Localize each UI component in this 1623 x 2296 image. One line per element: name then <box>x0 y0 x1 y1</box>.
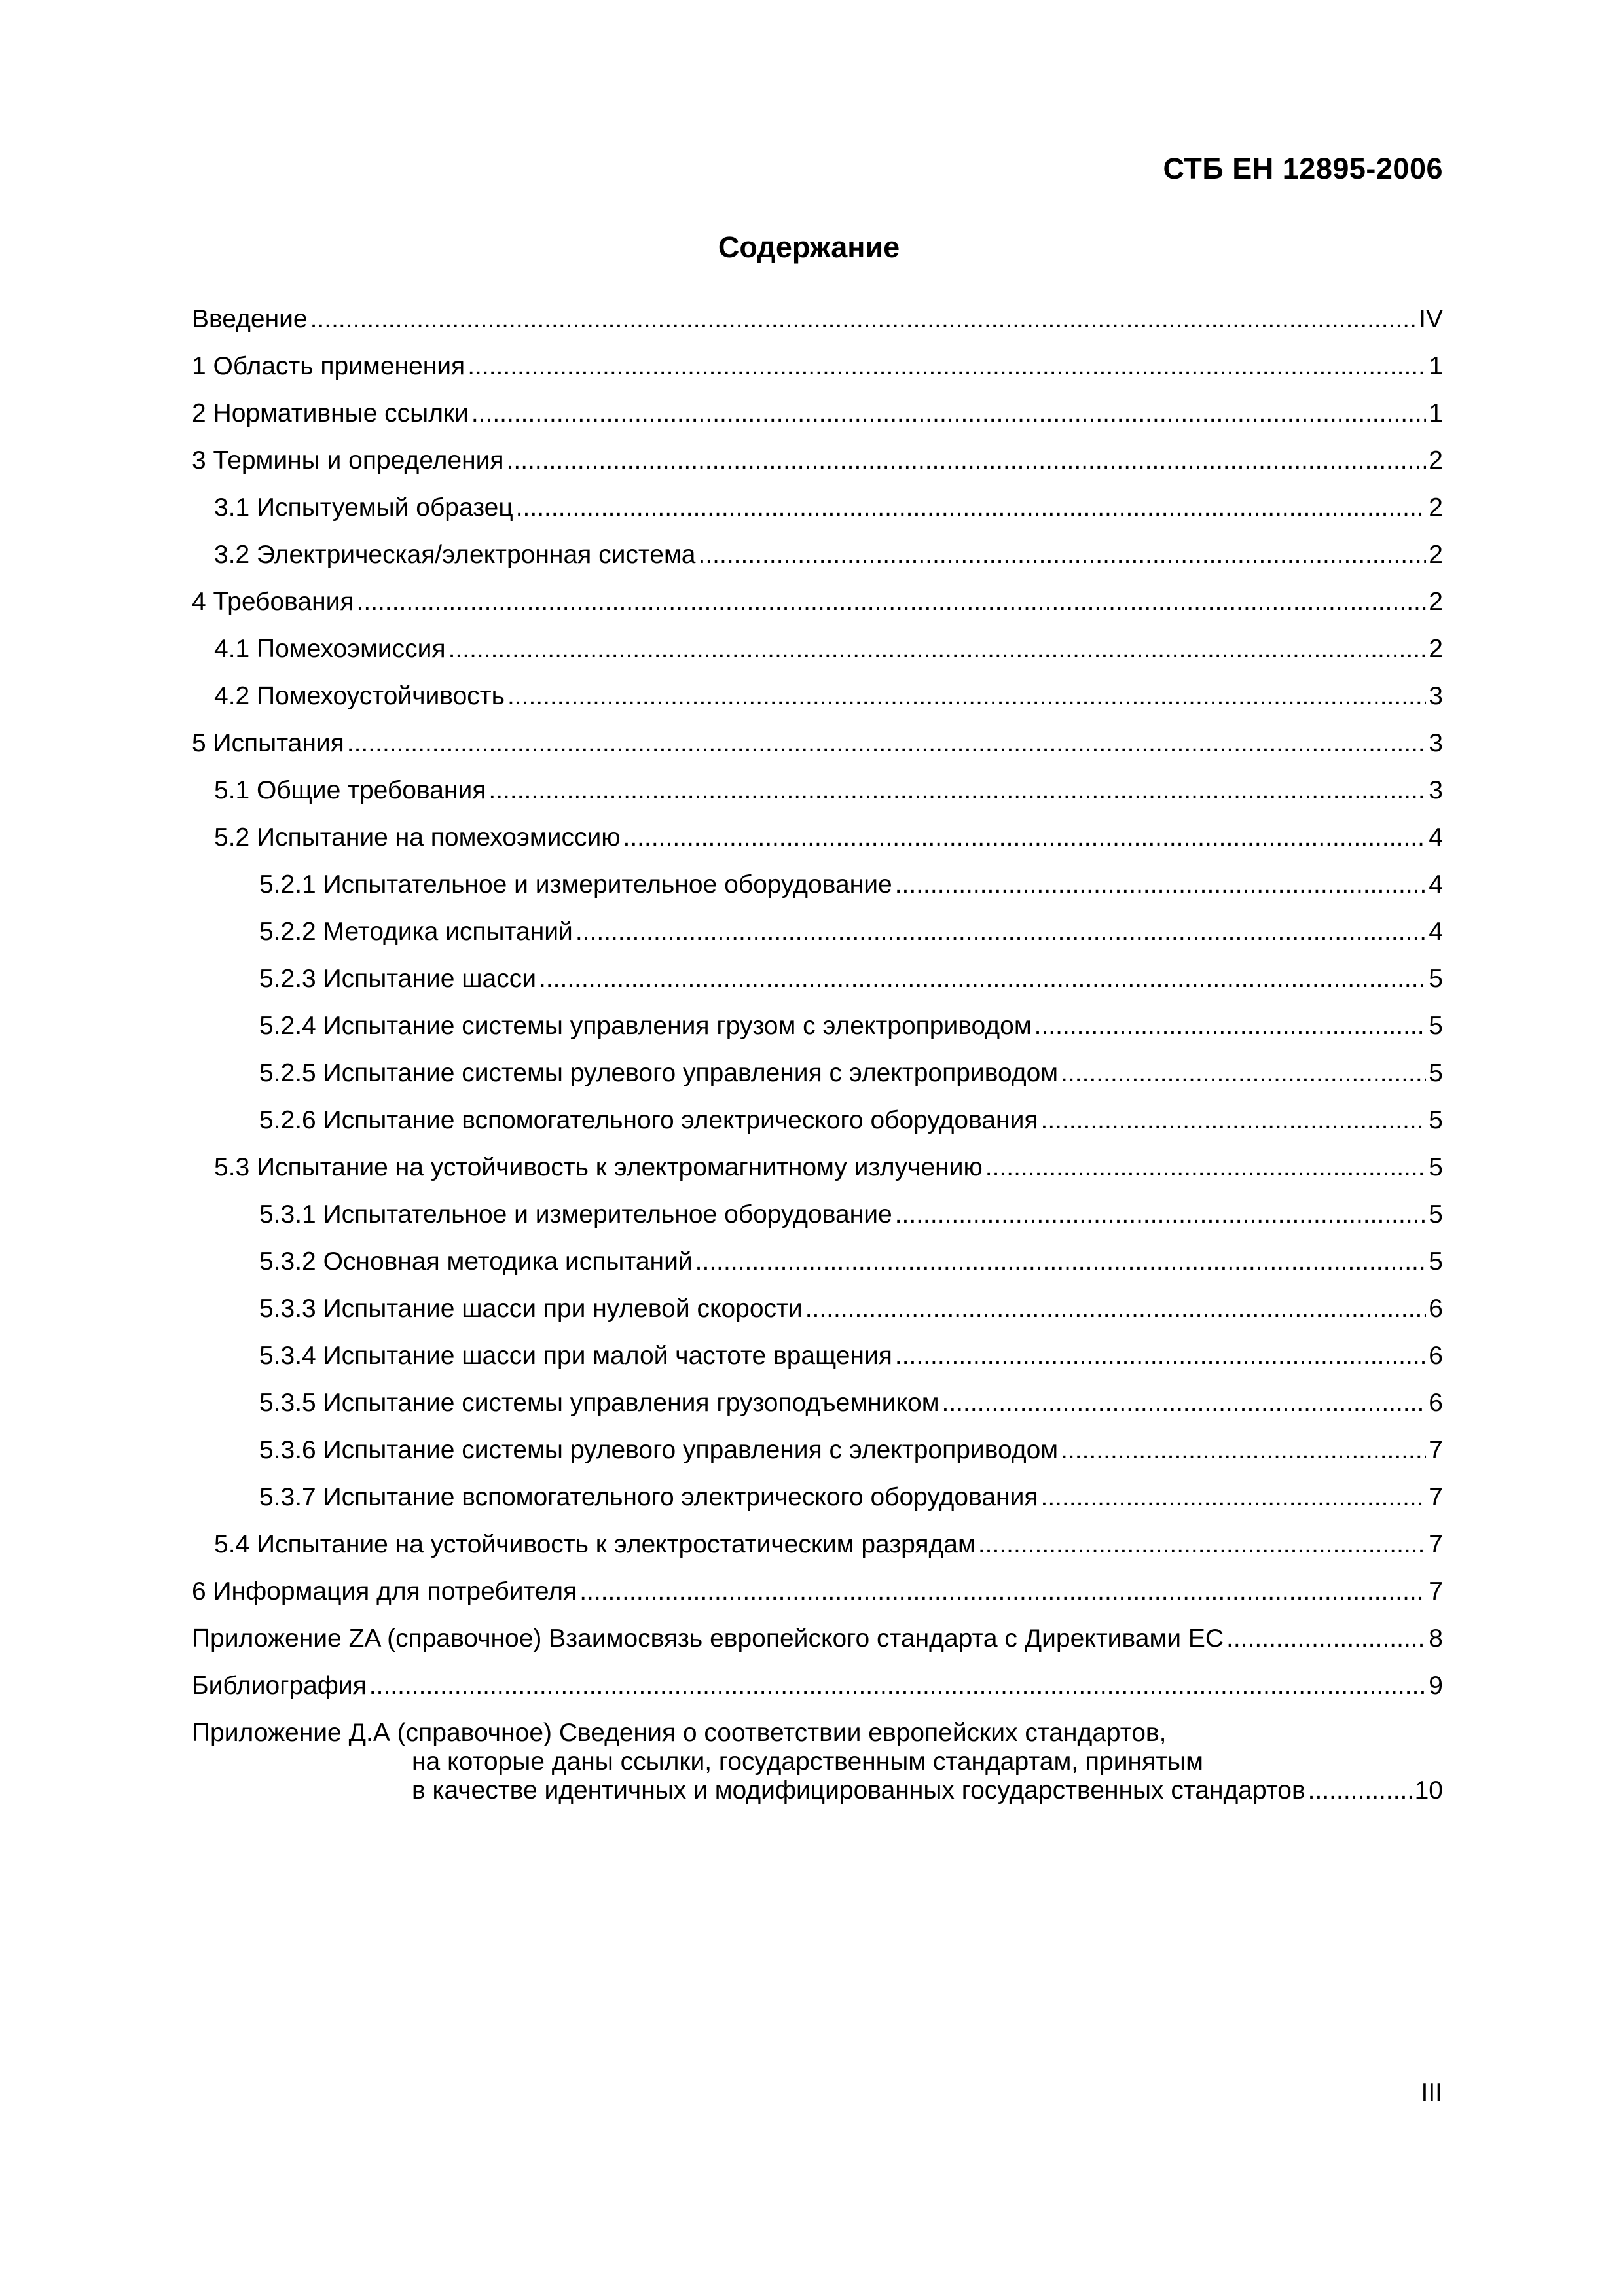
leader-dots <box>978 1525 1426 1564</box>
toc-entry-label: 5.3.7 Испытание вспомогательного электрического оборудования <box>259 1483 1038 1511</box>
toc-entry-label: 3.1 Испытуемый образец <box>214 493 513 522</box>
toc-entry-5-3[interactable] <box>192 1148 1443 1195</box>
leader-dots <box>575 912 1426 952</box>
toc-entry-page: 9 <box>1429 1672 1443 1700</box>
toc-entry-label: 5.2.1 Испытательное и измерительное оборудование <box>259 870 892 899</box>
toc-entry-page: 4 <box>1429 823 1443 852</box>
toc-entry-label: 5.2.6 Испытание вспомогательного электрического оборудования <box>259 1106 1038 1134</box>
toc-entry-page: 5 <box>1429 1247 1443 1276</box>
leader-dots <box>1308 1776 1412 1805</box>
toc-entry-5-2-1[interactable] <box>192 865 1443 912</box>
toc-entry-3-1[interactable] <box>192 488 1443 535</box>
toc-entry-label: 4 Требования <box>192 588 354 616</box>
toc-entry-label: Библиография <box>192 1672 367 1700</box>
toc-entry-page: 6 <box>1429 1295 1443 1323</box>
toc-entry-page: 4 <box>1429 918 1443 946</box>
toc-entry-5-3-4[interactable] <box>192 1336 1443 1384</box>
toc-entry-5-3-2[interactable] <box>192 1242 1443 1289</box>
leader-dots <box>539 960 1426 999</box>
toc-entry-page: 5 <box>1429 1153 1443 1181</box>
toc-entry-label: 5.3.5 Испытание системы управления грузоподъемником <box>259 1389 939 1417</box>
leader-dots <box>699 535 1427 575</box>
page-title: Содержание <box>718 230 900 264</box>
toc-entry-label: 5.3.1 Испытательное и измерительное оборудование <box>259 1200 892 1229</box>
toc-entry-page: 7 <box>1429 1436 1443 1464</box>
toc-entry-label: 5.3.3 Испытание шасси при нулевой скорости <box>259 1295 803 1323</box>
leader-dots <box>895 1195 1427 1234</box>
leader-dots <box>895 1336 1426 1376</box>
leader-dots <box>357 583 1427 622</box>
leader-dots <box>623 818 1427 857</box>
leader-dots <box>805 1289 1427 1329</box>
toc-entry-page: 3 <box>1429 682 1443 710</box>
toc-entry-page: 2 <box>1429 541 1443 569</box>
toc-entry-4-1[interactable] <box>192 630 1443 677</box>
toc-entry-label-line-3 <box>192 1776 1443 1805</box>
toc-entry-appendix-da[interactable] <box>192 1719 1443 1805</box>
leader-dots <box>1040 1478 1426 1517</box>
leader-dots <box>985 1148 1427 1187</box>
toc-entry-label: 4.1 Помехоэмиссия <box>214 635 446 663</box>
toc-entry-page: 6 <box>1429 1389 1443 1417</box>
toc-entry-4[interactable] <box>192 583 1443 630</box>
toc-entry-5-3-1[interactable] <box>192 1195 1443 1242</box>
toc-entry-page: 5 <box>1429 1200 1443 1229</box>
toc-entry-appendix-za[interactable] <box>192 1619 1443 1666</box>
leader-dots <box>467 347 1426 386</box>
toc-entry-label: 5.2.2 Методика испытаний <box>259 918 573 946</box>
toc-entry-page: 2 <box>1429 493 1443 522</box>
toc-entry-page: 2 <box>1429 588 1443 616</box>
toc-entry-page: IV <box>1419 305 1443 333</box>
toc-entry-5-2-6[interactable] <box>192 1101 1443 1148</box>
leader-dots <box>1061 1431 1426 1470</box>
toc-entry-label: 6 Информация для потребителя <box>192 1577 577 1605</box>
toc-entry-page: 2 <box>1429 635 1443 663</box>
toc-entry-page: 10 <box>1414 1776 1443 1804</box>
toc-entry-6[interactable] <box>192 1572 1443 1619</box>
leader-dots <box>895 865 1427 905</box>
toc-entry-5[interactable] <box>192 724 1443 771</box>
toc-entry-1[interactable] <box>192 347 1443 394</box>
toc-entry-5-2-3[interactable] <box>192 960 1443 1007</box>
toc-entry-page: 7 <box>1429 1530 1443 1558</box>
leader-dots <box>516 488 1427 528</box>
toc-entry-5-4[interactable] <box>192 1525 1443 1572</box>
toc-entry-page: 3 <box>1429 729 1443 757</box>
page-number: III <box>1421 2079 1442 2107</box>
toc-entry-page: 2 <box>1429 446 1443 475</box>
toc-entry-2[interactable] <box>192 394 1443 441</box>
toc-entry-5-3-3[interactable] <box>192 1289 1443 1336</box>
leader-dots <box>579 1572 1426 1611</box>
leader-dots <box>1034 1007 1427 1046</box>
leader-dots <box>1061 1054 1426 1093</box>
toc-entry-5-2-5[interactable] <box>192 1054 1443 1101</box>
toc-entry-introduction[interactable] <box>192 300 1443 347</box>
toc-entry-page: 5 <box>1429 965 1443 993</box>
toc-entry-label: 5.2 Испытание на помехоэмиссию <box>214 823 621 852</box>
toc-entry-bibliography[interactable] <box>192 1666 1443 1713</box>
leader-dots <box>942 1384 1427 1423</box>
toc-entry-page: 8 <box>1429 1624 1443 1653</box>
toc-entry-5-2-4[interactable] <box>192 1007 1443 1054</box>
toc-entry-label-line-1: Приложение Д.А (справочное) Сведения о соответствии европейских стандартов, <box>192 1719 1167 1747</box>
toc-entry-label: 4.2 Помехоустойчивость <box>214 682 505 710</box>
toc-entry-label: 5.2.4 Испытание системы управления грузом с электроприводом <box>259 1012 1032 1040</box>
leader-dots <box>507 441 1427 480</box>
toc-entry-label: 5.3.2 Основная методика испытаний <box>259 1247 693 1276</box>
toc-entry-5-3-5[interactable] <box>192 1384 1443 1431</box>
toc-entry-label: 3.2 Электрическая/электронная система <box>214 541 696 569</box>
toc-entry-5-2[interactable] <box>192 818 1443 865</box>
toc-entry-3[interactable] <box>192 441 1443 488</box>
toc-entry-label: 5.2.5 Испытание системы рулевого управления с электроприводом <box>259 1059 1059 1087</box>
toc-entry-label: 3 Термины и определения <box>192 446 504 475</box>
table-of-contents <box>192 300 1443 1805</box>
toc-entry-label: 5.2.3 Испытание шасси <box>259 965 536 993</box>
toc-entry-page: 6 <box>1429 1342 1443 1370</box>
toc-entry-5-1[interactable] <box>192 771 1443 818</box>
toc-entry-label: 5 Испытания <box>192 729 344 757</box>
toc-entry-label: 5.3.4 Испытание шасси при малой частоте вращения <box>259 1342 892 1370</box>
toc-entry-label: Введение <box>192 305 308 333</box>
toc-entry-label: 5.4 Испытание на устойчивость к электростатическим разрядам <box>214 1530 976 1558</box>
leader-dots <box>471 394 1426 433</box>
toc-entry-3-2[interactable] <box>192 535 1443 583</box>
toc-entry-4-2[interactable] <box>192 677 1443 724</box>
toc-entry-5-2-2[interactable] <box>192 912 1443 960</box>
toc-entry-label: 1 Область применения <box>192 352 465 380</box>
leader-dots <box>488 771 1426 810</box>
toc-entry-page: 7 <box>1429 1577 1443 1605</box>
toc-entry-page: 4 <box>1429 870 1443 899</box>
toc-entry-page: 1 <box>1429 352 1443 380</box>
toc-entry-page: 3 <box>1429 776 1443 804</box>
toc-entry-label: 5.3.6 Испытание системы рулевого управления с электроприводом <box>259 1436 1059 1464</box>
leader-dots <box>507 677 1426 716</box>
toc-entry-label: в качестве идентичных и модифицированных государственных стандартов <box>412 1776 1305 1804</box>
leader-dots <box>369 1666 1427 1706</box>
toc-entry-page: 5 <box>1429 1059 1443 1087</box>
leader-dots <box>1040 1101 1426 1140</box>
toc-entry-label: Приложение ZA (справочное) Взаимосвязь европейского стандарта с Директивами ЕС <box>192 1624 1224 1653</box>
toc-entry-page: 7 <box>1429 1483 1443 1511</box>
leader-dots <box>695 1242 1427 1282</box>
toc-entry-label-line-2: на которые даны ссылки, государственным стандартам, принятым <box>412 1748 1203 1776</box>
toc-entry-label: 2 Нормативные ссылки <box>192 399 469 427</box>
leader-dots <box>310 300 1417 339</box>
toc-entry-page: 5 <box>1429 1012 1443 1040</box>
toc-entry-5-3-7[interactable] <box>192 1478 1443 1525</box>
leader-dots <box>448 630 1427 669</box>
toc-entry-5-3-6[interactable] <box>192 1431 1443 1478</box>
toc-entry-page: 5 <box>1429 1106 1443 1134</box>
leader-dots <box>1226 1619 1426 1659</box>
toc-entry-page: 1 <box>1429 399 1443 427</box>
leader-dots <box>347 724 1427 763</box>
document-code: СТБ ЕН 12895-2006 <box>1163 152 1443 185</box>
toc-entry-label: 5.3 Испытание на устойчивость к электромагнитному излучению <box>214 1153 983 1181</box>
toc-entry-label: 5.1 Общие требования <box>214 776 486 804</box>
